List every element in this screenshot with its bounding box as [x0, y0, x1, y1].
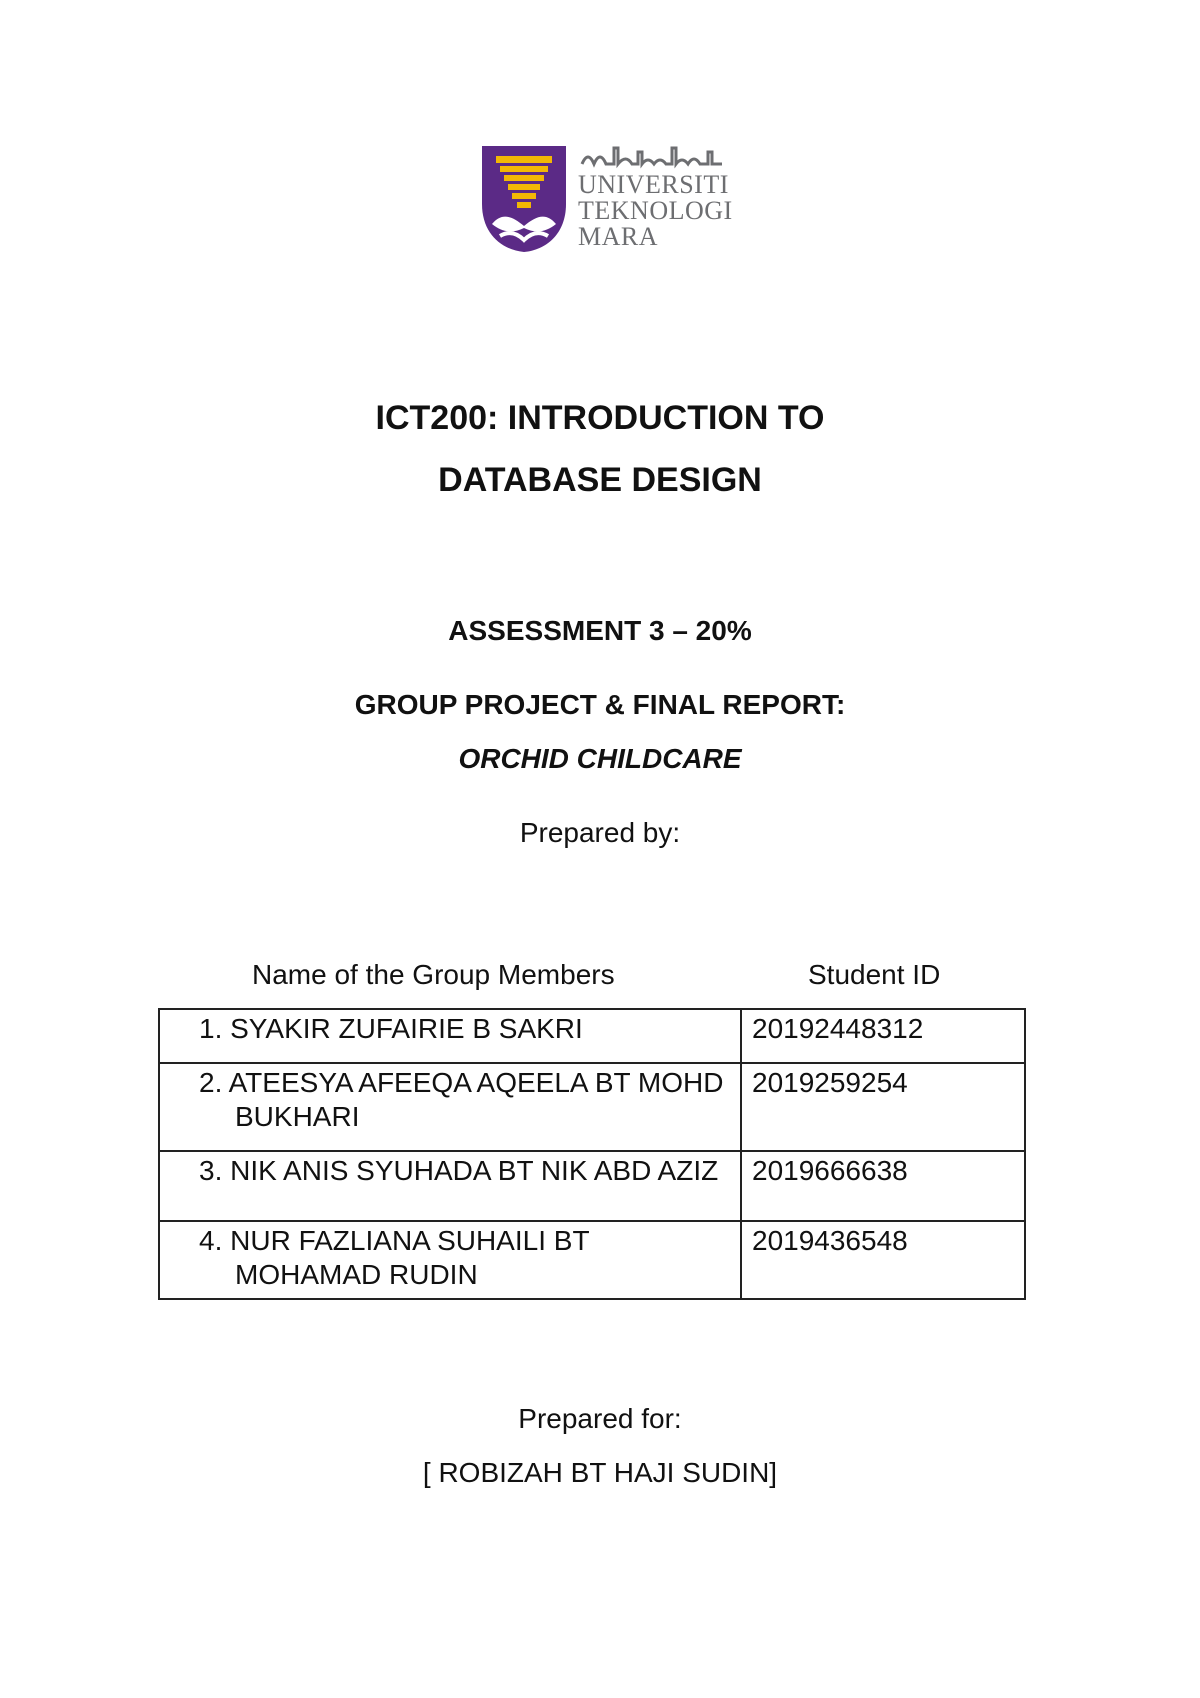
member-name: 4. NUR FAZLIANA SUHAILI BT MOHAMAD RUDIN — [199, 1225, 590, 1290]
column-header-name: Name of the Group Members — [252, 959, 615, 990]
uitm-crest-icon — [478, 142, 570, 254]
table-row — [159, 1009, 1025, 1063]
table-row — [159, 1221, 1025, 1299]
logo-line-teknologi: TEKNOLOGI — [578, 196, 733, 225]
table-row — [159, 1063, 1025, 1151]
lecturer-name: [ ROBIZAH BT HAJI SUDIN] — [422, 1457, 778, 1488]
table-row — [159, 1151, 1025, 1221]
uitm-logo — [478, 142, 758, 262]
members-table — [158, 1008, 1026, 1300]
logo-jawi-text — [578, 144, 738, 170]
project-name: ORCHID CHILDCARE — [458, 743, 742, 774]
prepared-by-label: Prepared by: — [519, 817, 681, 848]
prepared-for-label: Prepared for: — [518, 1403, 682, 1434]
logo-line-mara: MARA — [578, 222, 659, 251]
course-title-line2: DATABASE DESIGN — [438, 461, 762, 499]
project-heading: GROUP PROJECT & FINAL REPORT: — [354, 689, 846, 720]
column-header-student-id: Student ID — [808, 959, 941, 990]
course-title-line1: ICT200: INTRODUCTION TO — [375, 399, 825, 437]
student-id: 2019259254 — [741, 1063, 1025, 1151]
member-name: 2. ATEESYA AFEEQA AQEELA BT MOHD BUKHARI — [199, 1067, 724, 1132]
assessment-label: ASSESSMENT 3 – 20% — [448, 615, 752, 646]
student-id: 2019436548 — [741, 1221, 1025, 1299]
member-name: 3. NIK ANIS SYUHADA BT NIK ABD AZIZ — [199, 1155, 719, 1186]
member-name: 1. SYAKIR ZUFAIRIE B SAKRI — [199, 1013, 583, 1044]
student-id: 20192448312 — [741, 1009, 1025, 1063]
student-id: 2019666638 — [741, 1151, 1025, 1221]
logo-line-universiti: UNIVERSITI — [578, 170, 729, 199]
